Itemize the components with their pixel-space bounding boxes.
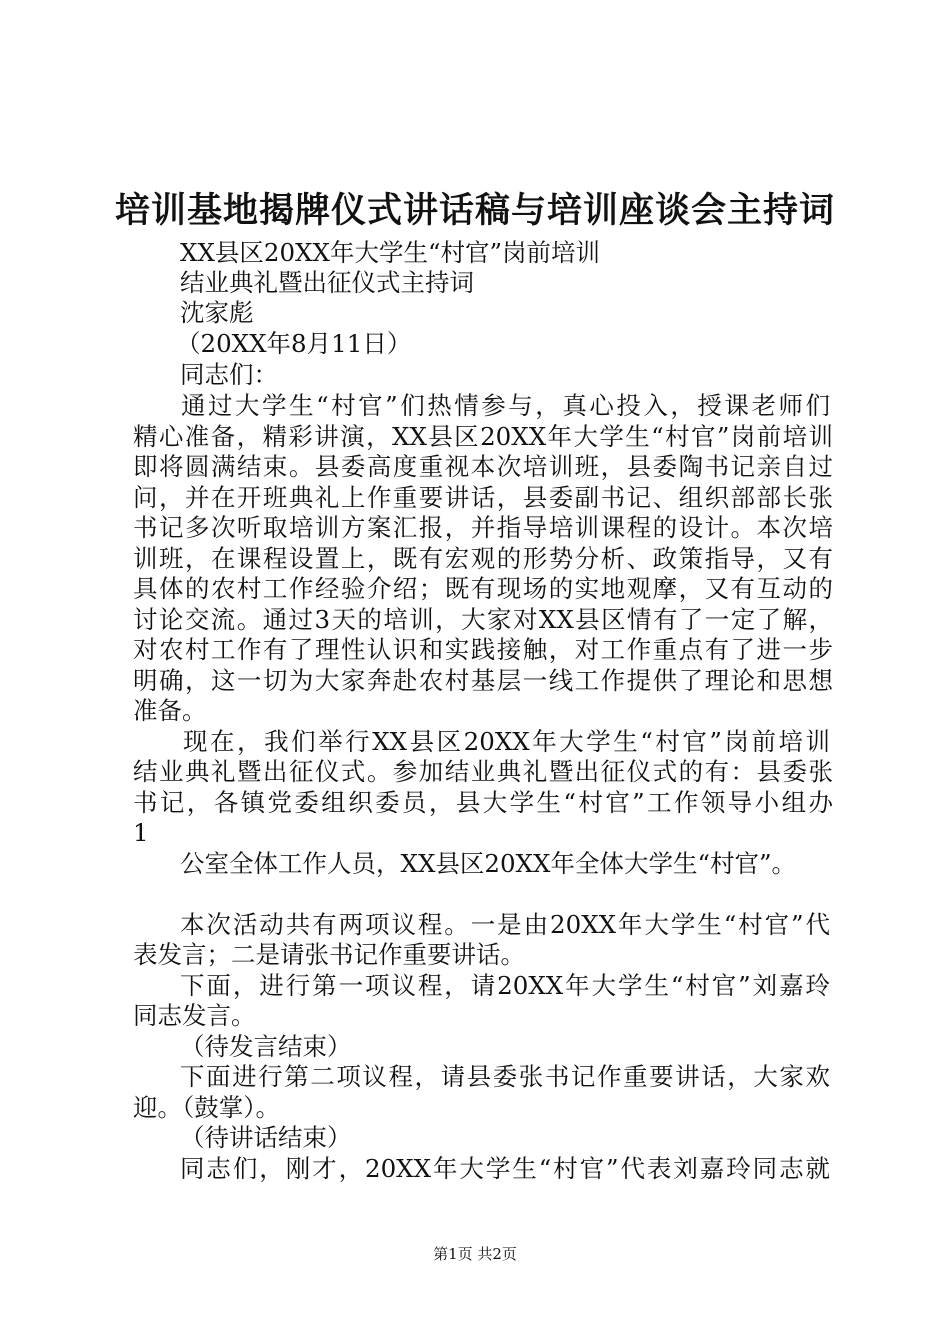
body-line: 通过大学生“村官”们热情参与，真心投入，授课老师们 — [181, 391, 830, 420]
body-line: 明确，这一切为大家奔赴农村基层一线工作提供了理论和思想 — [133, 666, 833, 695]
body-line: 书记多次听取培训方案汇报，并指导培训课程的设计。本次培 — [133, 513, 833, 542]
body-line: 公室全体工作人员，XX县区20XX年全体大学生“村官”。 — [180, 849, 796, 878]
body-line: 同志发言。 — [133, 1001, 256, 1030]
body-line: 讨论交流。通过3天的培训，大家对XX县区情有了一定了解， — [133, 605, 833, 634]
body-line: 准备。 — [133, 696, 207, 725]
page-number-marker: 1 — [133, 818, 149, 847]
salutation-line: 同志们： — [180, 360, 278, 389]
body-line: 精心准备，精彩讲演，XX县区20XX年大学生“村官”岗前培训 — [133, 422, 833, 451]
body-line: 对农村工作有了理性认识和实践接触，对工作重点有了进一步 — [133, 635, 833, 664]
body-line: 迎。（鼓掌）。 — [133, 1093, 280, 1122]
body-line: 同志们，刚才，20XX年大学生“村官”代表刘嘉玲同志就 — [180, 1154, 830, 1183]
author-line: 沈家彪 — [180, 298, 254, 327]
body-line: 书记，各镇党委组织委员，县大学生“村官”工作领导小组办 — [133, 788, 833, 817]
body-line: （待发言结束） — [180, 1032, 352, 1061]
body-line: 表发言；二是请张书记作重要讲话。 — [133, 940, 525, 969]
body-line: 结业典礼暨出征仪式。参加结业典礼暨出征仪式的有：县委张 — [133, 757, 833, 786]
body-line: 具体的农村工作经验介绍；既有现场的实地观摩，又有互动的 — [133, 574, 833, 603]
page-footer: 第1页 共2页 — [433, 1245, 517, 1263]
body-line: 现在，我们举行XX县区20XX年大学生“村官”岗前培训 — [183, 727, 830, 756]
body-line: 训班，在课程设置上，既有宏观的形势分析、政策指导，又有 — [133, 544, 833, 573]
body-line: 问，并在开班典礼上作重要讲话，县委副书记、组织部部长张 — [133, 483, 833, 512]
body-line: 本次活动共有两项议程。一是由20XX年大学生“村官”代 — [180, 910, 830, 939]
body-line: 下面，进行第一项议程，请20XX年大学生“村官”刘嘉玲 — [180, 971, 830, 1000]
body-line: 即将圆满结束。县委高度重视本次培训班，县委陶书记亲自过 — [133, 452, 833, 481]
subtitle-line-1: XX县区20XX年大学生“村官”岗前培训 — [180, 238, 600, 267]
date-line: （20XX年8月11日） — [176, 329, 412, 358]
document-title: 培训基地揭牌仪式讲话稿与培训座谈会主持词 — [114, 191, 835, 231]
body-line: （待讲话结束） — [180, 1123, 352, 1152]
body-line: 下面进行第二项议程，请县委张书记作重要讲话，大家欢 — [180, 1062, 830, 1091]
subtitle-line-2: 结业典礼暨出征仪式主持词 — [180, 268, 474, 297]
